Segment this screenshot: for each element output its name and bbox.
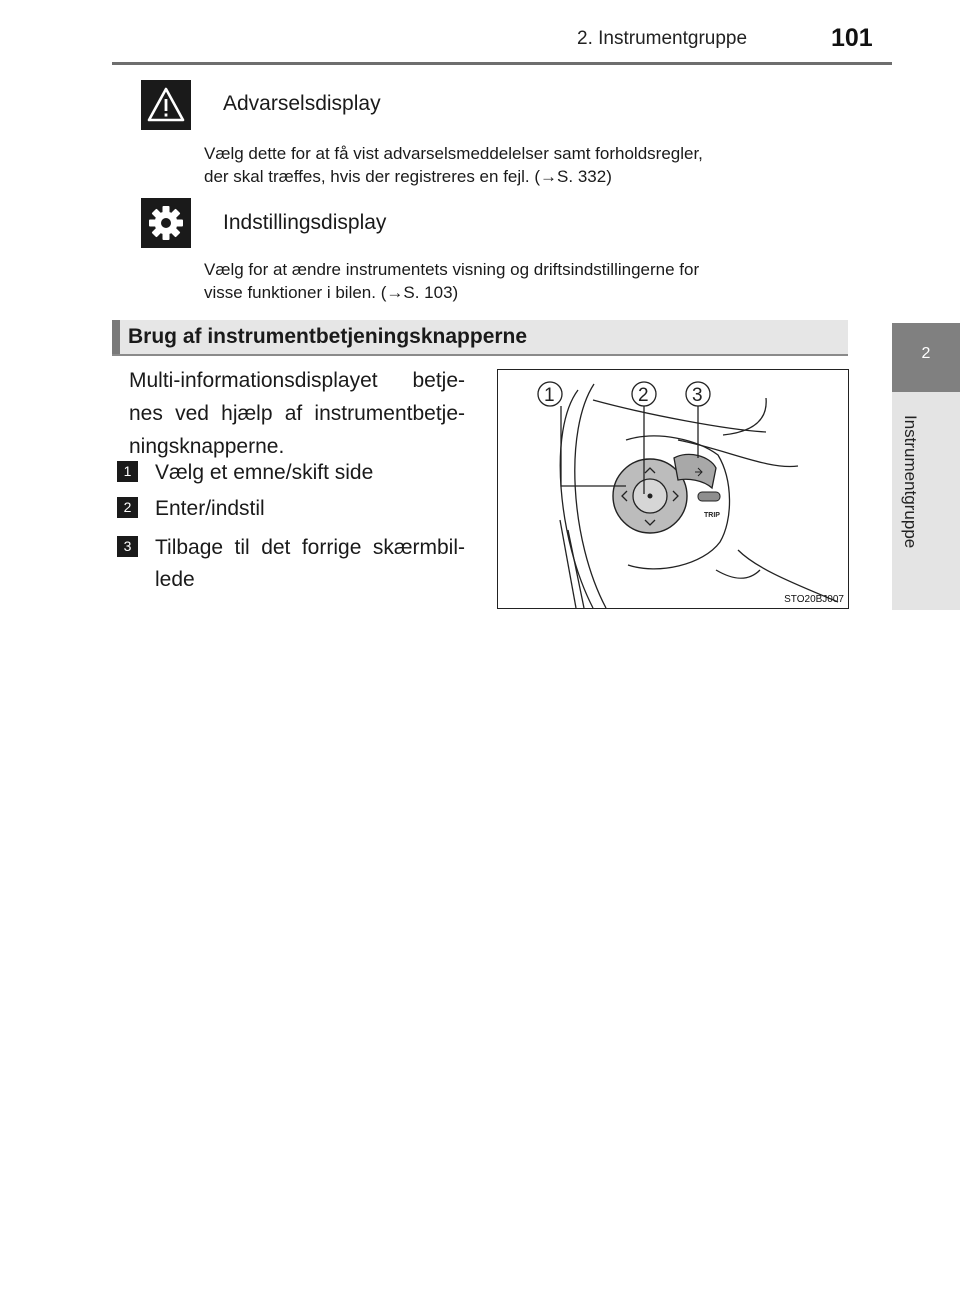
settings-display-desc-line2: visse funktioner i bilen. (→S. 103) — [204, 283, 459, 302]
chapter-tab[interactable] — [892, 323, 960, 392]
section-heading-accent — [112, 320, 120, 354]
settings-display-description — [204, 258, 842, 304]
callout-2: 2 — [638, 385, 649, 406]
step-text: Tilbage til det forrige skærmbil-lede — [155, 536, 465, 591]
step-number-badge: 3 — [117, 536, 138, 557]
callout-1: 1 — [544, 385, 555, 406]
settings-display-title: Indstillingsdisplay — [223, 211, 387, 234]
page-reference-link[interactable]: S. 103) — [403, 283, 459, 302]
step-text: Enter/indstil — [155, 497, 265, 520]
section-heading-text: Brug af instrumentbetjeningsknapperne — [128, 325, 528, 348]
callout-3: 3 — [692, 385, 703, 406]
warning-display-description — [204, 142, 842, 188]
header-divider — [112, 62, 892, 65]
steering-wheel-drawing — [498, 370, 848, 608]
chapter-tab-label: Instrumentgruppe — [901, 415, 920, 549]
warning-display-desc-line2: der skal træffes, hvis der registreres en fejl. (→S. 332) — [204, 167, 612, 186]
settings-display-desc-line1: Vælg for at ændre instrumentets visning og driftsindstillingerne for — [204, 260, 700, 279]
gear-icon — [141, 198, 191, 248]
warning-display-title: Advarselsdisplay — [223, 92, 381, 115]
page-reference-arrow: → — [386, 283, 404, 302]
chapter-title: 2. Instrumentgruppe — [577, 28, 748, 49]
page-reference-link[interactable]: S. 332) — [557, 167, 612, 186]
step-number-badge: 2 — [117, 497, 138, 518]
steering-switch-illustration — [497, 369, 849, 609]
step-number-badge: 1 — [117, 461, 138, 482]
warning-display-desc-line1: Vælg dette for at få vist advarselsmeddelelser samt forholdsregler, — [204, 144, 703, 163]
page-reference-arrow: → — [540, 167, 558, 186]
section-heading — [112, 320, 848, 354]
warning-triangle-icon — [141, 80, 191, 130]
page-number: 101 — [831, 24, 873, 52]
chapter-tab-number: 2 — [921, 345, 931, 362]
intro-paragraph: Multi-informationsdisplayet betje-nes ved hjælp af instrumentbetje-ningsknapperne. — [129, 369, 465, 458]
figure-code: STO20BJ007 — [784, 594, 844, 605]
step-text: Vælg et emne/skift side — [155, 461, 374, 484]
section-divider — [112, 354, 848, 356]
trip-button-label: TRIP — [704, 512, 720, 519]
